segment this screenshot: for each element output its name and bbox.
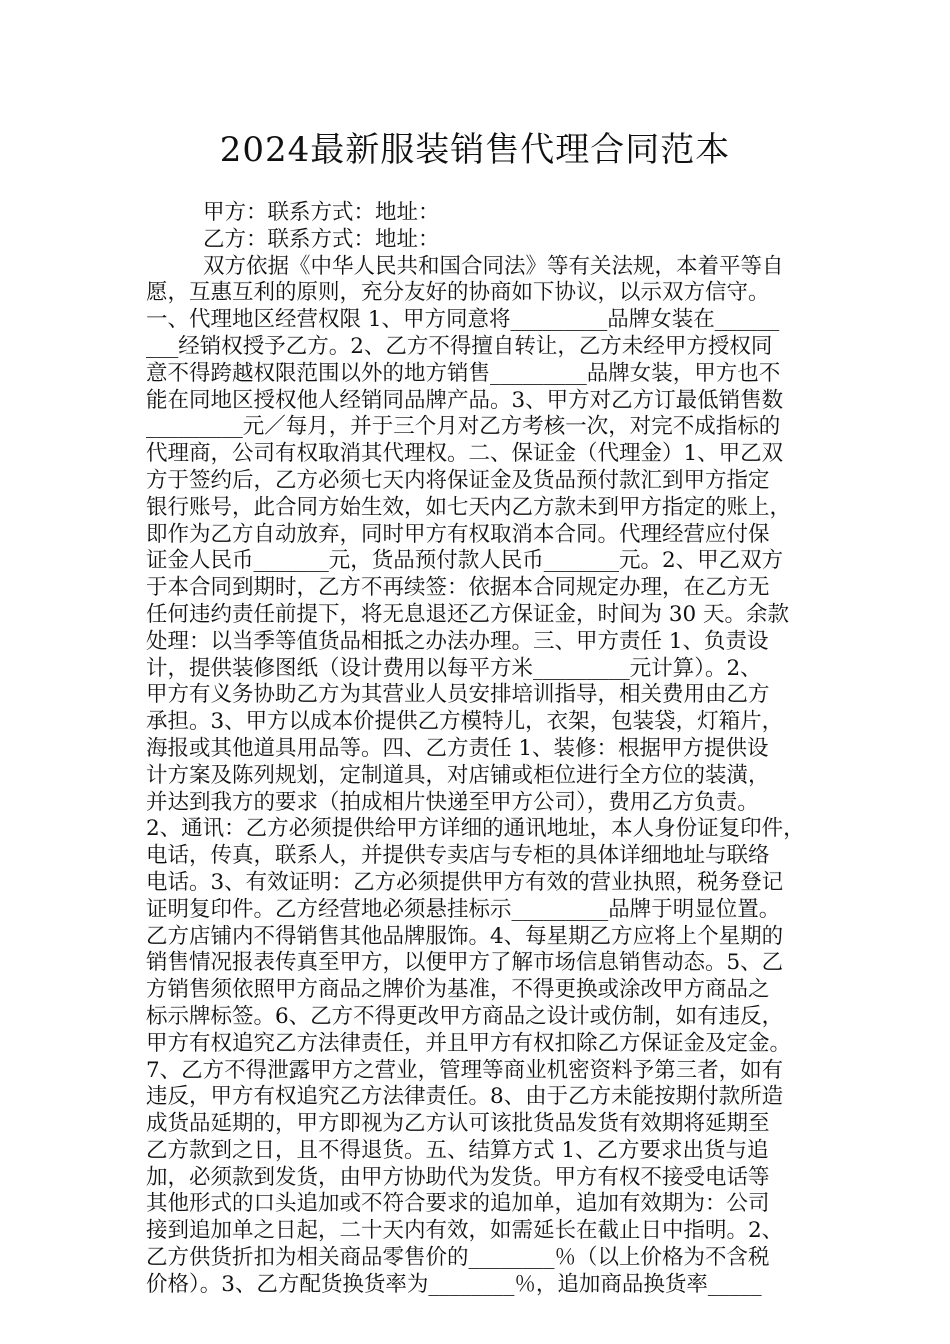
text-line: 方于签约后，乙方必须七天内将保证金及货品预付款汇到甲方指定 xyxy=(146,467,770,493)
text-line: 方销售须依照甲方商品之牌价为基准，不得更换或涂改甲方商品之 xyxy=(146,977,770,1003)
text-line: 双方依据《中华人民共和国合同法》等有关法规，本着平等自 xyxy=(203,253,784,279)
text-line: 违反，甲方有权追究乙方法律责任。8、由于乙方未能按期付款所造 xyxy=(146,1084,784,1110)
party-a-line: 甲方：联系方式：地址： xyxy=(203,200,440,225)
text-line: 能在同地区授权他人经销同品牌产品。3、甲方对乙方订最低销售数 xyxy=(146,387,784,413)
party-b-line: 乙方：联系方式：地址： xyxy=(203,226,440,252)
text-line: 代理商，公司有权取消其代理权。二、保证金（代理金）1、甲乙双 xyxy=(146,441,784,467)
contract-body xyxy=(146,200,828,1299)
text-line: 乙方供货折扣为相关商品零售价的________％（以上价格为不含税 xyxy=(146,1245,770,1271)
text-line: 任何违约责任前提下，将无息退还乙方保证金，时间为 30 天。余款 xyxy=(146,601,790,627)
text-line: 其他形式的口头追加或不符合要求的追加单，追加有效期为：公司 xyxy=(146,1191,770,1217)
text-line: _________元／每月，并于三个月对乙方考核一次，对完不成指标的 xyxy=(146,414,781,440)
text-line: 愿，互惠互利的原则，充分友好的协商如下协议，以示双方信守。 xyxy=(146,280,770,306)
text-line: 处理：以当季等值货品相抵之办法办理。三、甲方责任 1、负责设 xyxy=(146,628,769,654)
text-line: ___经销权授予乙方。2、乙方不得擅自转让，乙方未经甲方授权同 xyxy=(146,333,773,359)
text-line: 价格）。3、乙方配货换货率为________％，追加商品换货率_____ xyxy=(146,1271,762,1297)
text-line: 计方案及陈列规划，定制道具，对店铺或柜位进行全方位的装潢， xyxy=(146,762,770,788)
text-line: 电话，传真，联系人，并提供专卖店与专柜的具体详细地址与联络 xyxy=(146,843,770,869)
text-line: 证明复印件。乙方经营地必须悬挂标示_________品牌于明显位置。 xyxy=(146,896,781,922)
text-line: 并达到我方的要求（拍成相片快递至甲方公司），费用乙方负责。 xyxy=(146,789,759,815)
document-title: 2024最新服装销售代理合同范本 xyxy=(219,130,731,170)
text-line: 7、乙方不得泄露甲方之营业，管理等商业机密资料予第三者，如有 xyxy=(146,1057,784,1083)
text-line: 乙方款到之日，且不得退货。五、结算方式 1、乙方要求出货与追 xyxy=(146,1137,769,1163)
text-line: 意不得跨越权限范围以外的地方销售_________品牌女装，甲方也不 xyxy=(146,360,781,386)
text-line: 成货品延期的，甲方即视为乙方认可该批货品发货有效期将延期至 xyxy=(146,1111,770,1137)
text-line: 即作为乙方自动放弃，同时甲方有权取消本合同。代理经营应付保 xyxy=(146,521,770,547)
text-line: 乙方店铺内不得销售其他品牌服饰。4、每星期乙方应将上个星期的 xyxy=(146,923,784,949)
text-line: 销售情况报表传真至甲方，以便甲方了解市场信息销售动态。5、乙 xyxy=(146,950,784,976)
text-line: 标示牌标签。6、乙方不得更改甲方商品之设计或仿制，如有违反， xyxy=(146,1003,784,1029)
text-line: 承担。3、甲方以成本价提供乙方模特儿，衣架，包装袋，灯箱片， xyxy=(146,709,784,735)
text-line: 2、通讯：乙方必须提供给甲方详细的通讯地址，本人身份证复印件， xyxy=(146,816,805,842)
text-line: 甲方有权追究乙方法律责任，并且甲方有权扣除乙方保证金及定金。 xyxy=(146,1030,792,1056)
text-line: 甲方有义务协助乙方为其营业人员安排培训指导，相关费用由乙方 xyxy=(146,682,770,708)
text-line: 海报或其他道具用品等。四、乙方责任 1、装修：根据甲方提供设 xyxy=(146,735,769,761)
text-line: 一、代理地区经营权限 1、甲方同意将_________品牌女装在______ xyxy=(146,307,780,333)
text-line: 计，提供装修图纸（设计费用以每平方米_________元计算）。2、 xyxy=(146,655,762,681)
text-line: 证金人民币_______元，货品预付款人民币_______元。2、甲乙双方 xyxy=(146,548,784,574)
text-line: 加，必须款到发货，由甲方协助代为发货。甲方有权不接受电话等 xyxy=(146,1164,770,1190)
text-line: 接到追加单之日起，二十天内有效，如需延长在截止日中指明。2、 xyxy=(146,1218,784,1244)
text-line: 电话。3、有效证明：乙方必须提供甲方有效的营业执照，税务登记 xyxy=(146,869,784,895)
text-line: 银行账号，此合同方始生效，如七天内乙方款未到甲方指定的账上， xyxy=(146,494,792,520)
text-line: 于本合同到期时，乙方不再续签：依据本合同规定办理，在乙方无 xyxy=(146,575,770,601)
